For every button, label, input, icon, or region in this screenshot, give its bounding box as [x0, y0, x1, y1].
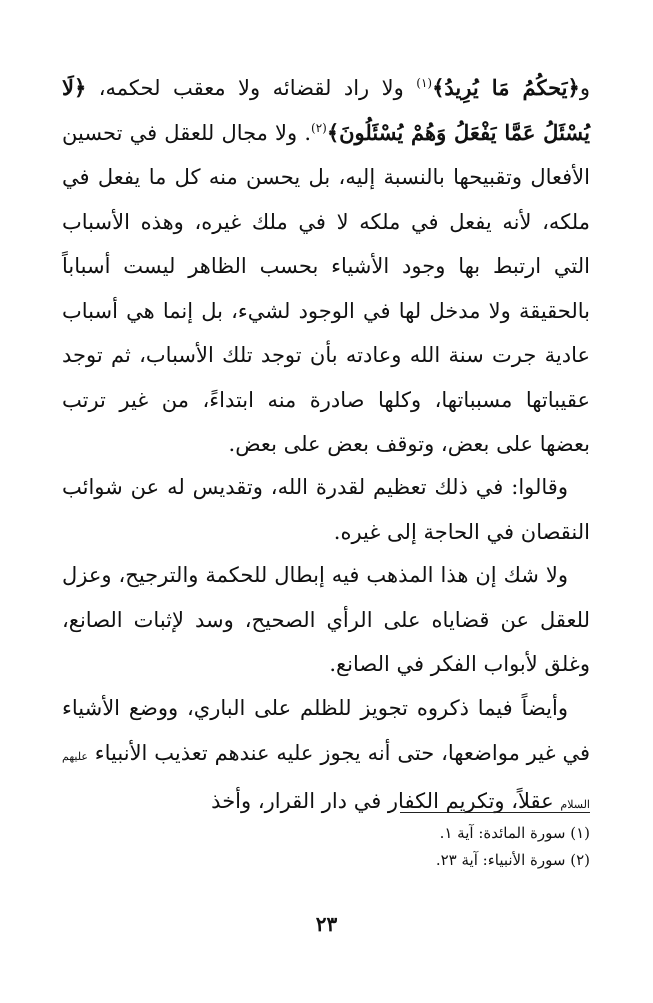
paragraph-4-prefix: وأيضاً فيما ذكروه تجويز للظلم على الباري، ووضع الأشياء في غير مواضعها، حتى أنه يجوز عليه عندهم تعذيب الأنبياء [62, 696, 590, 765]
paragraph-1-middle: ولا راد لقضائه ولا معقب لحكمه، [86, 76, 417, 100]
footnotes [62, 820, 590, 874]
paragraph-2 [62, 465, 590, 554]
paragraph-2-text: وقالوا: في ذلك تعظيم لقدرة الله، وتقديس له عن شوائب النقصان في الحاجة إلى غيره. [62, 475, 590, 544]
footnote-divider [400, 812, 590, 813]
paragraph-3 [62, 553, 590, 687]
quran-verse-2: ﴿لَا يُسْئَلُ عَمَّا يَفْعَلُ وَهُمْ يُسْئَلُونَ﴾ [62, 75, 590, 145]
quran-verse-1: ﴿يَحكُمُ مَا يُرِيدُ﴾ [432, 75, 580, 100]
paragraph-4 [62, 686, 590, 828]
footnote-marker-1: (١) [416, 76, 433, 90]
paragraph-4-rest: عقلاً، وتكريم الكفار في دار القرار، وأخذ [211, 789, 561, 813]
paragraph-1-rest: . ولا مجال للعقل في تحسين الأفعال وتقبيحها بالنسبة إليه، بل يحسن منه كل ما يفعل في ملكه، لأنه يفعل في ملكه لا في ملك غيره، وهذه الأسباب التي ارتبط بها وجود الأشياء بحسب الظاهر ليست أسباباً بالحقيقة ولا مدخل لها في الوجود لشيء، بل إنما هي أسباب عادية جرت سنة الله وعادته بأن توجد تلك الأسباب، ثم توجد عقيباتها مسبباتها، وكلها صادرة منه ابتداءً، من غير ترتب بعضها على بعض، وتوقف بعض على بعض. [62, 120, 590, 456]
paragraph-3-text: ولا شك إن هذا المذهب فيه إبطال للحكمة والترجيح، وعزل للعقل عن قضاياه على الرأي الصحيح، وسد لإثبات الصانع، وغلق لأبواب الفكر في الصانع. [62, 563, 590, 676]
paragraph-1-prefix: و [579, 76, 590, 100]
paragraph-1 [62, 66, 590, 467]
footnote-marker-2: (٢) [311, 120, 327, 135]
footnote-1: (١) سورة المائدة: آية ١. [439, 824, 590, 842]
footnote-2: (٢) سورة الأنبياء: آية ٢٣. [435, 851, 590, 869]
honorific-glyph: عليهم السلام [62, 749, 590, 811]
page-number: ٢٣ [315, 912, 338, 936]
